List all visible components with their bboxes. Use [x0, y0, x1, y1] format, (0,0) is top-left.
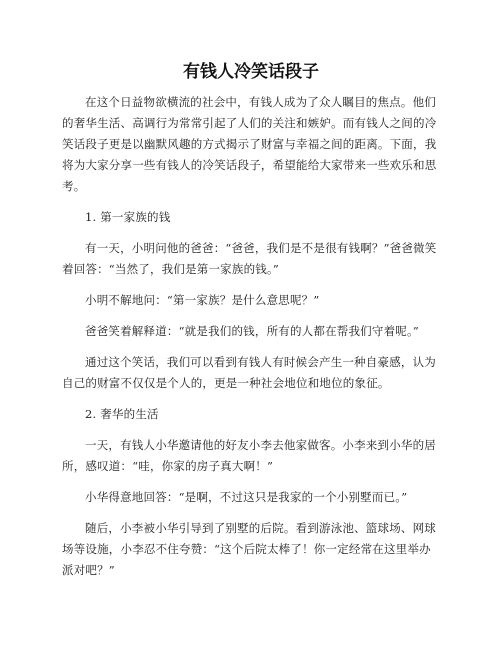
paragraph: 小明不解地问：“第一家族？是什么意思呢？” [85, 293, 320, 307]
section-heading-2: 2. 奢华的生活 [85, 407, 159, 421]
paragraph: 一天，有钱人小华邀请他的好友小李去他家做客。小李来到小华的居所，感叹道：“哇，你家的房子真大啊！” [62, 438, 436, 473]
paragraph: 随后，小李被小华引导到了别墅的后院。看到游泳池、篮球场、网球场等设施，小李忍不住夸赞：“这个后院太棒了！你一定经常在这里举办派对吧？” [62, 521, 436, 577]
document-body [62, 92, 440, 591]
paragraph: 小华得意地回答：“是啊，不过这只是我家的一个小别墅而已。” [85, 490, 408, 504]
section-heading-1: 1. 第一家族的钱 [85, 210, 171, 224]
paragraph: 有一天，小明问他的爸爸：“爸爸，我们是不是很有钱啊？”爸爸微笑着回答：“当然了，我们是第一家族的钱。” [62, 241, 437, 276]
paragraph: 通过这个笑话，我们可以看到有钱人有时候会产生一种自豪感，认为自己的财富不仅仅是个人的，更是一种社会地位和地位的象征。 [62, 355, 436, 390]
paragraph: 爸爸笑着解释道：“就是我们的钱，所有的人都在帮我们守着呢。” [85, 324, 420, 338]
document-title: 有钱人冷笑话段子 [183, 62, 319, 82]
paragraph-intro: 在这个日益物欲横流的社会中，有钱人成为了众人瞩目的焦点。他们的奢华生活、高调行为常常引起了人们的关注和嫉妒。而有钱人之间的冷笑话段子更是以幽默风趣的方式揭示了财富与幸福之间的距离。下面，我将为大家分享一些有钱人的冷笑话段子，希望能给大家带来一些欢乐和思考。 [62, 95, 437, 193]
